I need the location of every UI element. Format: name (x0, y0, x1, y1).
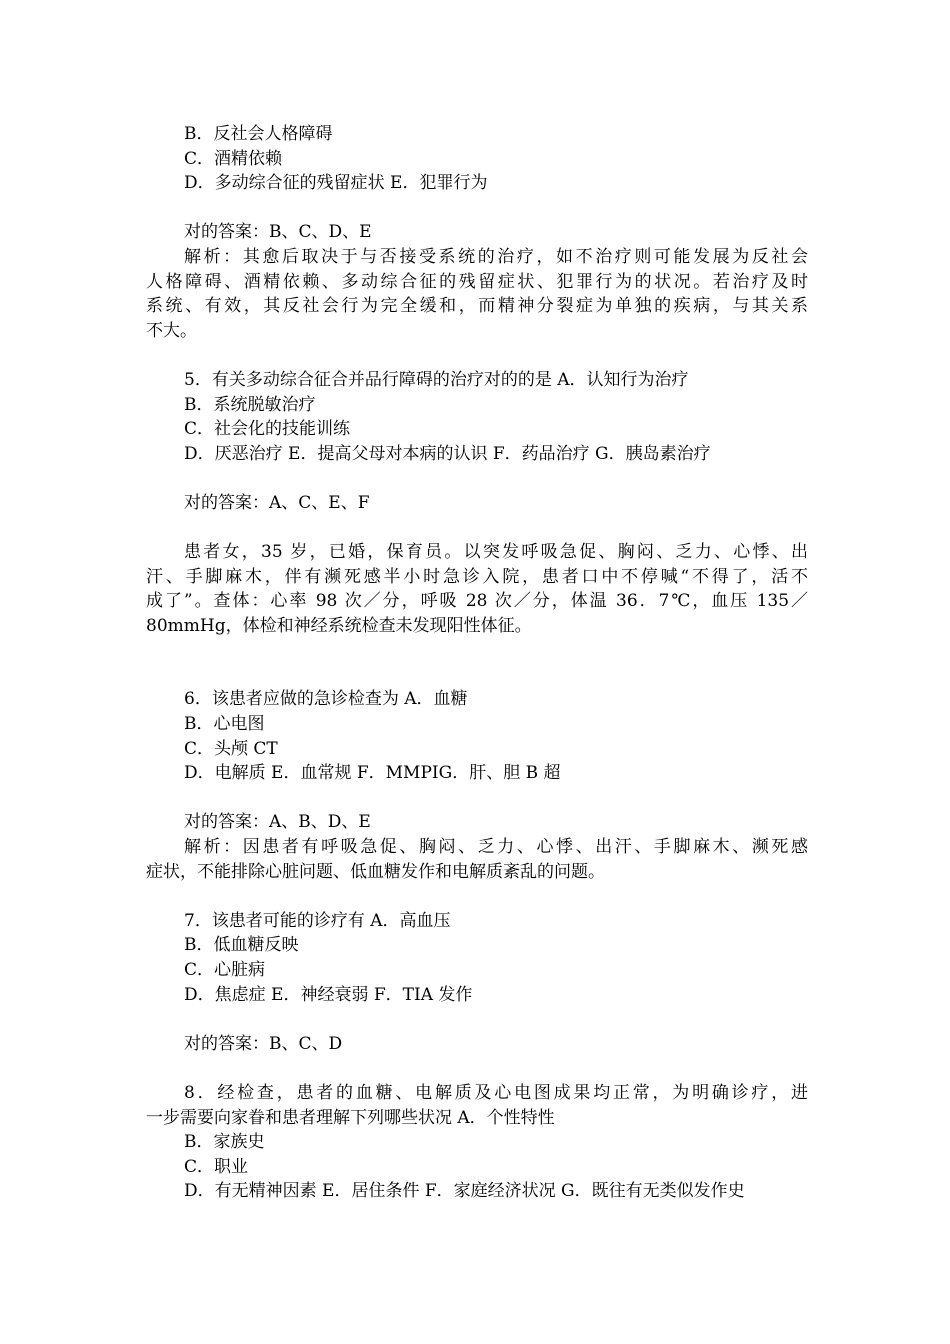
q5-option-d-g: D．厌恶治疗 E．提高父母对本病的认识 F．药品治疗 G．胰岛素治疗 (184, 443, 711, 464)
spacer (146, 1007, 808, 1032)
q6-option-d-g: D．电解质 E．血常规 F．MMPIG．肝、胆 B 超 (184, 763, 561, 784)
q8-option-c: C．职业 (184, 1156, 249, 1177)
spacer (146, 196, 808, 221)
spacer (146, 343, 808, 368)
q7-option-b: B．低血糖反映 (184, 935, 299, 956)
q5-option-b: B．系统脱敏治疗 (184, 394, 316, 415)
document-page (146, 122, 808, 1204)
spacer (146, 466, 808, 491)
q5-option-c: C．社会化的技能训练 (184, 419, 351, 440)
answer-q6: 对的答案：A、B、D、E (184, 812, 371, 833)
option-d-e: D．多动综合征的残留症状 E．犯罪行为 (184, 173, 488, 194)
spacer (146, 1056, 808, 1081)
question-8-line-1: 8．经检查，患者的血糖、电解质及心电图成果均正常，为明确诊疗，进 (184, 1082, 808, 1103)
spacer (146, 516, 808, 541)
analysis-q6-line-2: 症状，不能排除心脏问题、低血糖发作和电解质紊乱的问题。 (146, 861, 605, 882)
q6-option-c: C．头颅 CT (184, 738, 278, 759)
case-line-3: 成了”。查体：心率 98 次／分，呼吸 28 次／分，体温 36．7℃，血压 135／ (146, 591, 808, 612)
case-line-2: 汗、手脚麻木，伴有濒死感半小时急诊入院，患者口中不停喊“不得了，活不 (146, 566, 808, 587)
q7-option-d-f: D．焦虑症 E．神经衰弱 F．TIA 发作 (184, 984, 473, 1005)
analysis-q4-line-3: 系统、有效，其反社会行为完全缓和，而精神分裂症为单独的疾病，与其关系 (146, 296, 808, 317)
option-b-antisocial: B．反社会人格障碍 (184, 124, 333, 144)
case-line-4: 80mmHg，体检和神经系统检查未发现阳性体征。 (146, 615, 532, 636)
q7-option-c: C．心脏病 (184, 960, 266, 980)
spacer (146, 884, 808, 909)
answer-q7: 对的答案：B、C、D (184, 1033, 343, 1054)
question-8-line-2: 一步需要向家眷和患者理解下列哪些状况 A．个性特性 (146, 1107, 555, 1128)
analysis-q4-line-4: 不大。 (146, 320, 197, 341)
answer-q4: 对的答案：B、C、D、E (184, 222, 372, 243)
question-7: 7．该患者可能的诊疗有 A．高血压 (184, 910, 451, 931)
option-c-alcohol: C．酒精依赖 (184, 148, 283, 169)
spacer (146, 638, 808, 687)
case-line-1: 患者女，35 岁，已婚，保育员。以突发呼吸急促、胸闷、乏力、心悸、出 (184, 542, 808, 563)
q8-option-b: B．家族史 (184, 1132, 265, 1153)
q8-option-d-g: D．有无精神因素 E．居住条件 F．家庭经济状况 G．既往有无类似发作史 (184, 1181, 745, 1202)
q6-option-b: B．心电图 (184, 714, 265, 735)
question-6: 6．该患者应做的急诊检查为 A．血糖 (184, 689, 468, 710)
analysis-q6-line-1: 解析：因患者有呼吸急促、胸闷、乏力、心悸、出汗、手脚麻木、濒死感 (184, 837, 808, 858)
question-5: 5．有关多动综合征合并品行障碍的治疗对的的是 A．认知行为治疗 (184, 369, 689, 390)
analysis-q4-line-1: 解析：其愈后取决于与否接受系统的治疗，如不治疗则可能发展为反社会 (184, 246, 808, 267)
answer-q5: 对的答案：A、C、E、F (184, 492, 370, 513)
analysis-q4-line-2: 人格障碍、酒精依赖、多动综合征的残留症状、犯罪行为的状况。若治疗及时 (146, 271, 808, 292)
spacer (146, 786, 808, 811)
